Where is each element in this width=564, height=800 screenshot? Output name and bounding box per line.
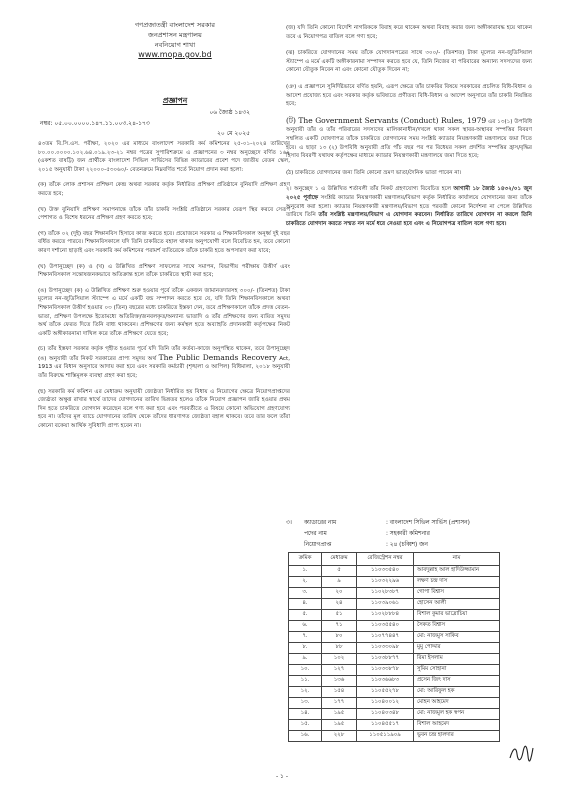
- cell-merit: ১৯৫: [322, 720, 357, 731]
- table-row: [289, 709, 500, 720]
- clause-ta: [286, 117, 532, 161]
- col-header-merit: মেধাক্রম: [322, 553, 357, 566]
- cell-serial: ৬.: [289, 621, 322, 632]
- page-title: প্রজ্ঞাপন: [162, 96, 188, 105]
- table-row: [289, 687, 500, 698]
- paragraph-2: [286, 185, 532, 228]
- conduct-rules-name: (ট) The Government Servants (Conduct) Rules, 1979: [286, 115, 487, 125]
- cell-registration: ১১০৫১১৯০৯: [357, 731, 414, 742]
- table-row: [289, 654, 500, 665]
- table-header-row: [289, 553, 500, 566]
- clause-ja: (জ) যদি তিনি কোনো বিদেশি নাগরিককে বিবাহ করে থাকেন অথবা বিবাহ করার জন্য অঙ্গীকারাবদ্ধ হয়ে থাকেন তবে এ নিয়োগপত্র বাতিল বলে গণ্য হবে;: [286, 25, 532, 40]
- clause-cha-continued: Act, 1913 এর বিধান অনুসারে আদায় করা হবে এবং সরকারি কর্মচারী (শৃঙ্খলা ও আপিল) বিধিমালা, ২০১৮ অনুযায়ী তাঁর বিরুদ্ধে শাস্তিমূলক ব্যবস্থা গ্রহণ করা হবে;: [38, 355, 290, 380]
- clause-gha: (ঘ) উপানুচ্ছেদ (ক) ও (খ) এ উল্লিখিত প্রশিক্ষণ সাফল্যের সাথে সমাপন, বিভাগীয় পরীক্ষায় উত্তীর্ণ এবং শিক্ষানবিসকাল সন্তোষজনকভাবে অতিক্রান্ত হলে তাঁকে চাকরিতে স্থায়ী করা হবে;: [38, 263, 290, 279]
- cell-name: রিমা ইসলাম: [414, 654, 500, 665]
- table-row: [289, 577, 500, 588]
- cell-merit: ১৩৬: [322, 676, 357, 687]
- clause-nya: (ঞ) এ প্রজ্ঞাপনে সুনির্দিষ্টভাবে বর্ণিত হয়নি, এরূপ ক্ষেত্রে তাঁর চাকরির বিষয়ে সরকারের প্রচলিত বিধি-বিধান ও আদেশ প্রযোজ্য হবে এবং সরকার কর্তৃক ভবিষ্যতে প্রণীতব্য বিধি-বিধান ও আদেশ অনুসারে তাঁর চাকরি নিয়ন্ত্রিত হবে;: [286, 83, 532, 108]
- table-body: [289, 566, 500, 742]
- post-label: পদের নাম: [304, 531, 327, 537]
- signature-scribble-icon: [508, 742, 534, 764]
- signature: [508, 742, 534, 768]
- conduct-rules-text: এর ১৩(১) উপবিধি অনুযায়ী তাঁর ও তাঁর পরিবারের সদস্যদের মালিকানাধীন/দখলে থাকা সকল স্থাবর-অস্থাবর সম্পত্তির বিবরণ সম্বলিত একটি ঘোষণাপত্র তাঁকে চাকরিতে যোগদানের সময় সংশ্লিষ্ট ক্যাডার নিয়ন্ত্রণকারী মন্ত্রণালয়ে জমা দিতে হবে। এ ছাড়া ১৩ (২) উপবিধি অনুযায়ী প্রতি পাঁচ বছর পর পর বিধেয়র সকল প্রদর্শিত সম্পত্তির হ্রাস/বৃদ্ধির হিসাব বিবরণী যথাযথ কর্তৃপক্ষের মাধ্যমে ক্যাডার নিয়ন্ত্রণকারী মন্ত্রণালয়ে জমা দিতে হবে;: [286, 118, 532, 160]
- header-url-link[interactable]: www.mopa.gov.bd: [138, 50, 212, 59]
- table-row: [289, 610, 500, 621]
- cadre-label: ক্যাডারের নাম: [304, 520, 337, 526]
- cell-name: গোপা বিশ্বাস: [414, 588, 500, 599]
- cell-name: মুমু পোদ্দার: [414, 643, 500, 654]
- cell-merit: ৯: [322, 577, 357, 588]
- cell-name: হোসেন আলী: [414, 599, 500, 610]
- appointee-table: [288, 552, 500, 742]
- date-english: ২০ মে ২০২৫: [217, 130, 250, 137]
- cell-serial: ১.: [289, 566, 322, 577]
- table-row: [289, 720, 500, 731]
- cell-serial: ১২.: [289, 687, 322, 698]
- cell-merit: ৫: [322, 566, 357, 577]
- cell-registration: ১১০৩৯০৬১: [357, 599, 414, 610]
- clause-cha-text: (চ) তাঁর ইস্তফা সরকার কর্তৃক গৃহীত হওয়ার পূর্বে যদি তিনি তাঁর কর্তব্য-কাজে অনুপস্থিত থাকেন, তবে উপানুচ্ছেদ (ঙ) অনুযায়ী তাঁর নিকট সরকারের প্রাপ্য সমুদয় অর্থ: [38, 346, 290, 362]
- para3-number: ৩।: [286, 520, 292, 526]
- cell-registration: ১১০৩৫৫৪০: [357, 621, 414, 632]
- cell-name: প্রসেন জিৎ দাস: [414, 676, 500, 687]
- clause-uo: (ঙ) উপানুচ্ছেদ (ক) এ উল্লিখিত প্রশিক্ষণ শুরু হওয়ার পূর্বে তাঁকে একজন জামানতদারসহ ৩০০/- (তিনশত) টাকা মূল্যের নন-জুডিসিয়াল স্ট্যাম্পে এ মর্মে একটি বন্ড সম্পাদন করতে হবে যে, যদি তিনি শিক্ষানবিসকালে অথবা শিক্ষানবিসকাল উত্তীর্ণ হওয়ার ০৩ (তিন) বছরের মধ্যে চাকরিতে ইস্তফা দেন, তবে প্রশিক্ষণকালে তাঁকে প্রদত্ত বেতন-ভাতা, প্রশিক্ষণ উপলক্ষে ইতোমধ্যে অতিরিক্ত/জনবলকৃত/অন্যান্য ভাতাদি ও তাঁর প্রশিক্ষণের জন্য ব্যয়িত সমুদয় অর্থ তাঁকে ফেরত দিতে তিনি বাধ্য থাকবেন। প্রশিক্ষণের জন্য কর্মস্থল হতে অব্যাহতি প্রদানকারী কর্তৃপক্ষের নিকট একটি অঙ্গীকারনামা দাখিল করে তাঁকে প্রশিক্ষণে যেতে হবে;: [38, 287, 290, 337]
- cell-serial: ৪.: [289, 599, 322, 610]
- cell-merit: ১৫৪: [322, 687, 357, 698]
- intro-paragraph: ৪৩তম বি.সি.এস. পরীক্ষা, ২০২০ এর মাধ্যমে বাংলাদেশ সরকারি কর্ম কমিশনের ২৫-০১-২০২৪ তারিখের ৮০.০০.০০০০.১০২.৬৪.০১৯.২৩-২১ নম্বর পত্রের সুপারিশক্রমে এ প্রজ্ঞাপনের ৩ নম্বর অনুচ্ছেদে বর্ণিত ১৬২ (একশত বাষট্টি) জন প্রার্থীকে বাংলাদেশ সিভিল সার্ভিসের বিভিন্ন ক্যাডারের প্রবেশ পদে জাতীয় বেতন স্কেল, ২০১৫ অনুযায়ী টাকা ২২০০০-৫৩০৬০/- বেতনক্রমে নিম্নবর্ণিত শর্তে নিয়োগ প্রদান করা হলো:: [38, 141, 290, 173]
- clause-ka: (ক) তাঁকে লোক প্রশাসন প্রশিক্ষণ কেন্দ্র অথবা সরকার কর্তৃক নির্ধারিত প্রশিক্ষণ প্রতিষ্ঠানে বুনিয়াদি প্রশিক্ষণ গ্রহণ করতে হবে;: [38, 182, 290, 197]
- cell-merit: ২৪: [322, 599, 357, 610]
- table-row: [289, 599, 500, 610]
- cadre-value: : বাংলাদেশ সিভিল সার্ভিস (প্রশাসন): [386, 520, 470, 526]
- cell-registration: ১১০৩৩৮৭৮: [357, 665, 414, 676]
- table-row: [289, 566, 500, 577]
- table-row: [289, 698, 500, 709]
- cell-name: মো: আরিফুল হক: [414, 687, 500, 698]
- cell-merit: ৭১: [322, 621, 357, 632]
- cell-merit: ৮০: [322, 632, 357, 643]
- cell-registration: ১১০৪৫৫১৭: [357, 720, 414, 731]
- clause-tha: (ঠ) চাকরিতে যোগদানের জন্য তিনি কোনো ভ্রমণ ভাতা/দৈনিক ভাতা পাবেন না।: [286, 169, 462, 176]
- table-row: [289, 588, 500, 599]
- clause-chha: (ছ) সরকারি কর্ম কমিশন এর মেধাক্রম অনুযায়ী জ্যেষ্ঠতা নির্ধারিত হয় বিধায় এ নিয়োগের ক্ষেত্রে নিয়োগপ্রাপ্তদের জ্যেষ্ঠতা অক্ষুণ্ণ রাখার স্বার্থে তাদের যোগদানের তারিখ ভিন্নতর হলেও তাঁকে নিয়োগ প্রজ্ঞাপন জারি হওয়ার প্রথম দিন হতে চাকরিতে যোগদান করেছেন বলে গণ্য করা হবে এবং পরবর্তীতে এ বিষয়ে কোনো অভিযোগ গ্রহণযোগ্য হবে না। তাঁদের মূল ব্যাচে যোগদানের তারিখ থেকে তাঁদের ধারণাগত জ্যেষ্ঠতা বহাল থাকবে। তবে তার ফলে তাঁরা কোনো বকেয়া আর্থিক সুবিধাদি প্রাপ্য হবেন না।: [38, 388, 290, 430]
- col-header-name: নাম: [414, 553, 500, 566]
- para2-text-1: ২। অনুচ্ছেদ ১ এ উল্লিখিত শর্তাবলী তাঁর নিকট গ্রহণযোগ্য বিবেচিত হলে: [286, 186, 452, 193]
- cell-name: মো: নাজমুস সাকিব: [414, 632, 500, 643]
- count-value: : ২৪ (চব্বিশ) জন: [386, 542, 428, 548]
- table-row: [289, 621, 500, 632]
- cell-registration: ১১০৩৮৮৭৭: [357, 654, 414, 665]
- cell-serial: ১৪.: [289, 709, 322, 720]
- col-header-registration: রেজিস্ট্রেশন নম্বর: [357, 553, 414, 566]
- header-ministry: জনপ্রশাসন মন্ত্রণালয়: [148, 31, 202, 39]
- cell-registration: ১১০৪০০১২: [357, 698, 414, 709]
- para2-joining-date: আগামী ১৮ জ্যৈষ্ঠ ১৪৩২/০১ জুন ২০২৫ পূর্বাহ্নে: [286, 186, 533, 201]
- clause-kha: (খ) উক্ত বুনিয়াদি প্রশিক্ষণ সমাপনান্তে তাঁকে তাঁর চাকরি সংশ্লিষ্ট প্রতিষ্ঠানে সরকার যেরূপ স্থির করবে সেরূপ পেশাগত ও বিশেষ ধরনের প্রশিক্ষণ গ্রহণ করতে হবে;: [38, 206, 290, 222]
- cell-name: সুমিম সোহানা: [414, 665, 500, 676]
- cell-serial: ৮.: [289, 643, 322, 654]
- table-row: [289, 731, 500, 742]
- cell-serial: ৯.: [289, 654, 322, 665]
- clause-jha: (ঝ) চাকরিতে যোগদানের সময় তাঁকে যোগদানপত্রের সাথে ৩০০/- (তিনশত) টাকা মূল্যের নন-জুডিসিয়াল স্ট্যাম্পে এ মর্মে একটি অঙ্গীকারনামা সম্পাদন করতে হবে যে, তিনি নিজের বা পরিবারের অন্যান্য সদস্যদের জন্য কোনো যৌতুক নিবেন না এবং কোনো যৌতুক দিবেন না;: [286, 50, 532, 74]
- cell-name: মোহন আহমেদ: [414, 698, 500, 709]
- cadre-row: [286, 518, 470, 529]
- cell-registration: ১১০৩৩৫৪০: [357, 566, 414, 577]
- cell-registration: ১১০৭৭৪৪৭: [357, 632, 414, 643]
- post-row: [286, 529, 470, 540]
- memo-number: নম্বর: ০৫.০০.০০০০.১৪৭.১১.০০৩.২৪-১৭৩: [40, 120, 150, 127]
- left-column: [38, 140, 290, 438]
- para2-text-2: সংশ্লিষ্ট ক্যাডার নিয়ন্ত্রণকারী মন্ত্রণালয়/বিভাগ কর্তৃক নির্ধারিত কার্যালয়ে যোগদানের জন্য তাঁকে অনুরোধ করা হলো। ক্যাডার নিয়ন্ত্রণকারী মন্ত্রণালয়/বিভাগ হতে পরবর্তী কোনো নির্দেশনা না পেলে উল্লিখিত তারিখে তিনি: [286, 194, 532, 219]
- cell-registration: ১১০২৮৮৮৪: [357, 610, 414, 621]
- cell-merit: ৮৮: [322, 643, 357, 654]
- cell-serial: ১১.: [289, 676, 322, 687]
- cell-serial: ১০.: [289, 665, 322, 676]
- cell-registration: ১১০৩৩০৯৮: [357, 643, 414, 654]
- page-number: - ১ -: [275, 773, 289, 780]
- cell-serial: ১৩.: [289, 698, 322, 709]
- header-block: [40, 20, 310, 60]
- cell-serial: ১৫.: [289, 720, 322, 731]
- count-label: নিয়োগপ্রাপ্ত: [304, 542, 332, 548]
- count-row: [286, 540, 470, 551]
- col-header-serial: ক্রমিক: [289, 553, 322, 566]
- cell-name: সৈকত বিশ্বাস: [414, 621, 500, 632]
- cell-merit: ২০: [322, 588, 357, 599]
- date-bengali: ০৬ জ্যৈষ্ঠ ১৪৩২: [209, 109, 250, 116]
- table-row: [289, 676, 500, 687]
- cell-serial: ১৬.: [289, 731, 322, 742]
- cell-name: বিশাল আহমেদ: [414, 720, 500, 731]
- table-row: [289, 665, 500, 676]
- cell-name: ভুবন চন্দ্র হালদার: [414, 731, 500, 742]
- cell-merit: ১২৭: [322, 665, 357, 676]
- cell-merit: ১৭৭: [322, 698, 357, 709]
- cell-name: লক্ষণ চন্দ্র দাস: [414, 577, 500, 588]
- cell-registration: ১১০৫৫২৭৮: [357, 687, 414, 698]
- cell-merit: ১৯৫: [322, 709, 357, 720]
- table-row: [289, 643, 500, 654]
- table-row: [289, 632, 500, 643]
- cell-merit: ১০২: [322, 654, 357, 665]
- cell-registration: ১১০৪০৩৪৮: [357, 709, 414, 720]
- header-govt: গণপ্রজাতন্ত্রী বাংলাদেশ সরকার: [134, 21, 216, 29]
- cell-merit: ২২৮: [322, 731, 357, 742]
- cell-name: আবদুল্লাহ আল হাদিউজ্জামান: [414, 566, 500, 577]
- clause-cha: [38, 345, 290, 380]
- cell-name: বিশাল কুমার ভাদ্রোচিয়া: [414, 610, 500, 621]
- cell-serial: ৭.: [289, 632, 322, 643]
- header-section: নবনিয়োগ শাখা: [154, 41, 196, 49]
- cell-registration: ১১০৩৬৬৮৩: [357, 676, 414, 687]
- right-column: [286, 24, 532, 236]
- clause-ga: (গ) তাঁকে ০২ (দুই) বছর শিক্ষানবিস হিসাবে কাজ করতে হবে। প্রয়োজনে সরকার এ শিক্ষানবিসকাল অনূর্ধ্ব দুই বছর বর্ধিত করতে পারবে। শিক্ষানবিসকালে যদি তিনি চাকরিতে বহাল থাকার অনুপযোগী বলে বিবেচিত হন, তবে কোনো কারণ দর্শানো ছাড়াই এবং সরকারি কর্ম কমিশনের পরামর্শ ব্যতিরেকে তাঁকে চাকরি হতে অপসারণ করা যাবে;: [38, 230, 290, 254]
- para2-warning: তাঁর সংশ্লিষ্ট মন্ত্রণালয়/বিভাগ এ যোগদান করবেন। নির্ধারিত তারিখে যোগদান না করলে তিনি চাকরিতে যোগদান করতে সম্মত নন মর্মে ধরে নেওয়া হবে এবং এ নিয়োগপত্র বাতিল বলে গণ্য হবে।: [286, 212, 532, 227]
- cell-serial: ৫.: [289, 610, 322, 621]
- cadre-info: [286, 518, 470, 551]
- post-value: : সহকারী কমিশনার: [386, 531, 430, 537]
- cell-registration: ১১০৩২২৯৬: [357, 577, 414, 588]
- cell-merit: ৫১: [322, 610, 357, 621]
- cell-serial: ৩.: [289, 588, 322, 599]
- cell-serial: ২.: [289, 577, 322, 588]
- cell-name: মো: নাজমুল হক স্বপন: [414, 709, 500, 720]
- pdr-act-name: The Public Demands Recovery: [158, 352, 277, 362]
- cell-registration: ১১০২৮৩৮৭: [357, 588, 414, 599]
